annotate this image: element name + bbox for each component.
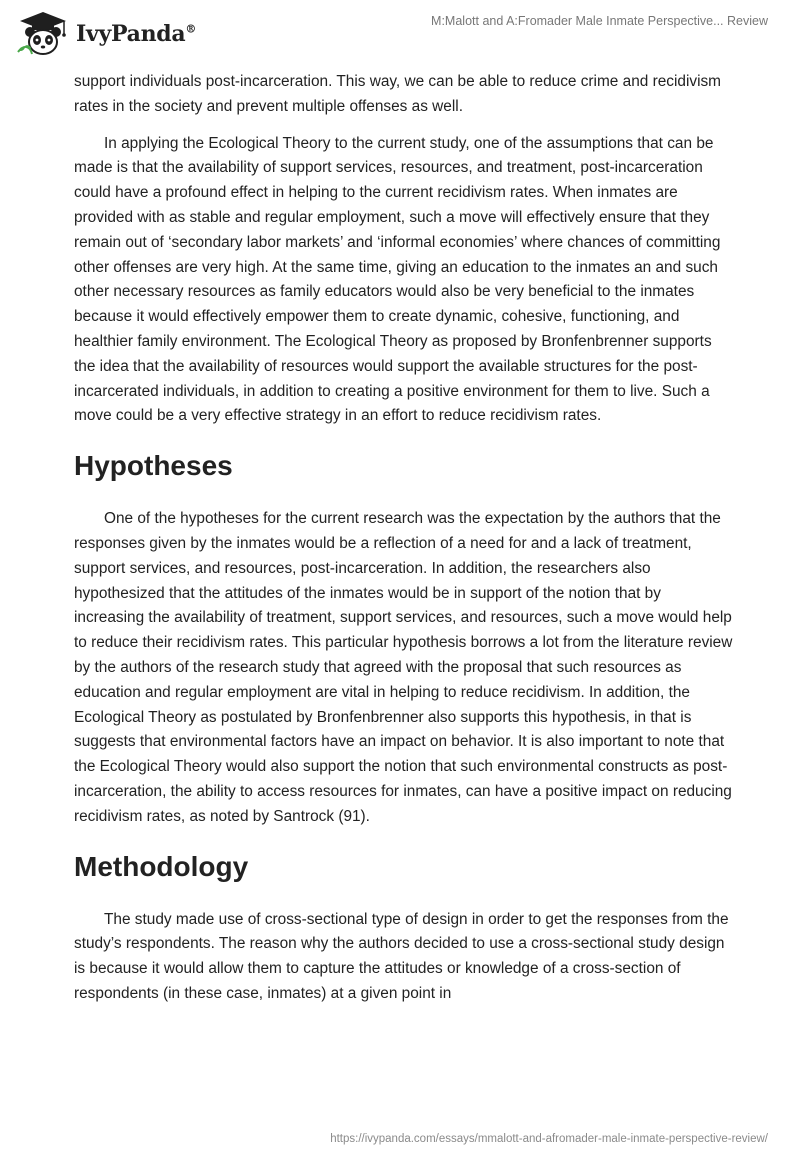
source-url-link[interactable]: https://ivypanda.com/essays/mmalott-and-afromader-male-inmate-perspective-review/: [330, 1133, 768, 1145]
ivypanda-logo[interactable]: [14, 10, 196, 58]
paragraph-methodology: The study made use of cross-sectional type of design in order to get the responses from the study’s respondents. The reason why the authors decided to use a cross-sectional study design is because it would allow them to capture the attitudes or knowledge of a cross-section of respondents (in these case, inmates) at a given point in: [74, 910, 729, 1002]
heading-hypotheses: Hypotheses: [74, 450, 233, 482]
essay-body: [74, 70, 734, 1019]
brand-name: IvyPanda®: [76, 21, 197, 47]
heading-methodology: Methodology: [74, 850, 249, 882]
paragraph-ecological-theory: In applying the Ecological Theory to the current study, one of the assumptions that can be made is that the availability of support services, resources, and treatment, post-incarceration could have a profound effect in helping to the current recidivism rates. When inmates are provided with as stable and regular employment, such a move will effectively ensure that they remain out of ‘secondary labor markets’ and ‘informal economies’ where chances of committing other offenses are very high. At the same time, giving an education to the inmates an and such other necessary resources as family educators would also be very beneficial to the inmates because it would effectively empower them to create dynamic, cohesive, functioning, and healthier family environment. The Ecological Theory as proposed by Bronfenbrenner supports the idea that the availability of resources would support the available structures for the post-incarcerated individuals, in addition to creating a positive environment for them to live. Such a move could be a very effective strategy in an effort to reduce recidivism rates.: [74, 134, 721, 425]
page-header: [0, 0, 800, 70]
paragraph-intro-continuation: support individuals post-incarceration. This way, we can be able to reduce crime and recidivism rates in the society and prevent multiple offenses as well.: [74, 73, 721, 115]
paragraph-hypotheses: One of the hypotheses for the current research was the expectation by the authors that the responses given by the inmates would be a reflection of a need for and a lack of treatment, support services, and resources, post-incarceration. In addition, the researchers also hypothesized that the attitudes of the inmates would be in support of the notion that by increasing the availability of treatment, support services, and resources, such a move would help to reduce their recidivism rates. This particular hypothesis borrows a lot from the literature review by the authors of the research study that agreed with the proposal that such resources as education and regular employment are vital in helping to reduce recidivism. In addition, the Ecological Theory as postulated by Bronfenbrenner also supports this hypothesis, in that is suggests that environmental factors have an impact on behavior. It is also important to note that the Ecological Theory would also support the notion that such environmental constructs as post-incarceration, the ability to access resources for inmates, can have a positive impact on reducing recidivism rates, as noted by Santrock (91).: [74, 510, 733, 825]
document-title: M:Malott and A:Fromader Male Inmate Perspective... Review: [431, 14, 768, 28]
panda-graduate-icon: [14, 10, 72, 58]
